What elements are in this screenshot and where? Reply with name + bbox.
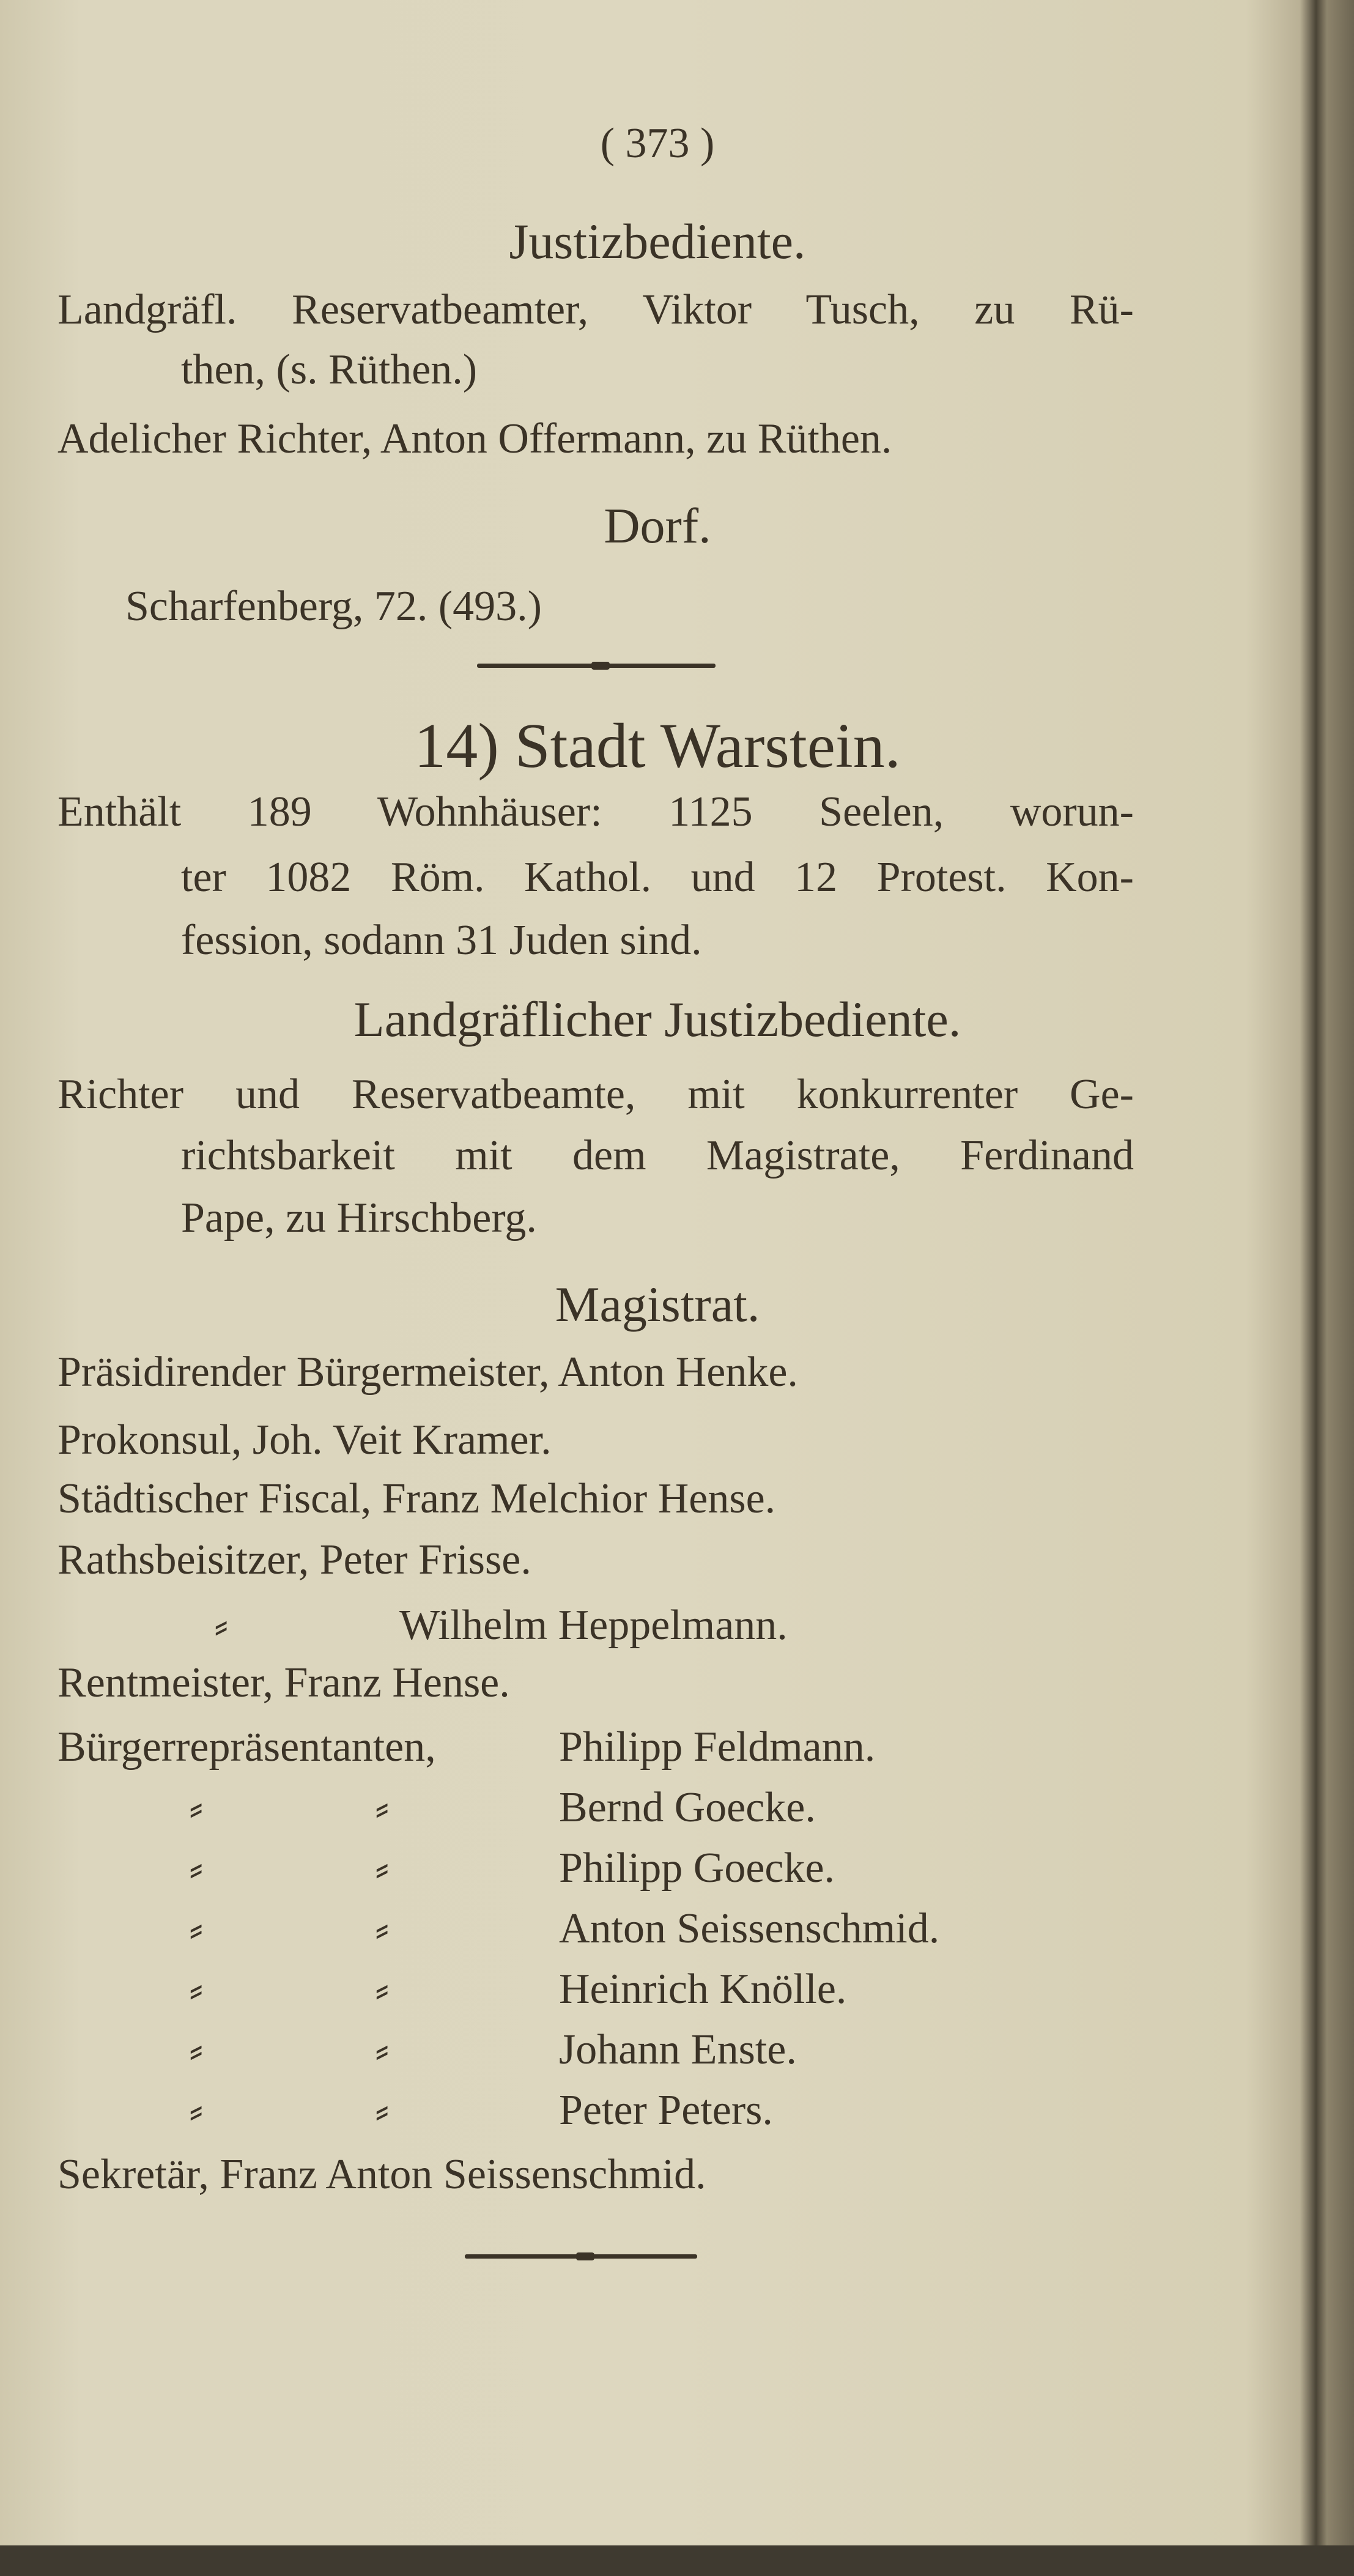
ditto-mark: ⸗: [375, 1905, 390, 1952]
representative-name: Anton Seissenschmid.: [559, 1905, 940, 1952]
ditto-mark: ⸗: [375, 2026, 390, 2073]
ditto-mark: ⸗: [189, 2026, 204, 2073]
representative-name: Johann Enste.: [559, 2026, 797, 2073]
text-line: Richter und Reservatbeamte, mit konkurrenter Ge-: [57, 1071, 1134, 1118]
text-line: then, (s. Rüthen.): [181, 346, 478, 393]
text-line: Präsidirender Bürgermeister, Anton Henke.: [57, 1349, 798, 1396]
representative-name: Philipp Feldmann.: [559, 1723, 876, 1771]
ditto-mark: ⸗: [375, 1845, 390, 1892]
text-line: Sekretär, Franz Anton Seissenschmid.: [57, 2151, 706, 2198]
ditto-mark: ⸗: [189, 1784, 204, 1831]
page-number: ( 373 ): [600, 120, 715, 167]
text-line: richtsbarkeit mit dem Magistrate, Ferdinand: [181, 1132, 1134, 1179]
ditto-mark: ⸗: [375, 1784, 390, 1831]
section-heading-dorf: Dorf.: [604, 498, 711, 553]
ditto-mark: ⸗: [375, 1966, 390, 2013]
representative-name: Heinrich Knölle.: [559, 1966, 847, 2013]
text-line: Bürgerrepräsentanten,: [57, 1723, 436, 1771]
town-title: 14) Stadt Warstein.: [414, 711, 901, 781]
text-line: Rathsbeisitzer, Peter Frisse.: [57, 1536, 531, 1583]
section-heading-landgraeflicher: Landgräflicher Justizbediente.: [353, 991, 961, 1047]
section-heading-magistrat: Magistrat.: [555, 1276, 760, 1332]
text-line: Rentmeister, Franz Hense.: [57, 1659, 510, 1706]
book-edge: [0, 2545, 1354, 2576]
text-line: fession, sodann 31 Juden sind.: [181, 917, 702, 964]
ditto-mark: ⸗: [189, 1966, 204, 2013]
representative-name: Philipp Goecke.: [559, 1845, 835, 1892]
ditto-mark: ⸗: [214, 1602, 229, 1649]
text-line: Prokonsul, Joh. Veit Kramer.: [57, 1416, 552, 1464]
text-line: Landgräfl. Reservatbeamter, Viktor Tusch, zu Rü-: [57, 286, 1134, 333]
ditto-mark: ⸗: [189, 2087, 204, 2134]
text-line: Enthält 189 Wohnhäuser: 1125 Seelen, worun-: [57, 788, 1134, 835]
text-line: Adelicher Richter, Anton Offermann, zu Rüthen.: [57, 415, 892, 462]
text-line: ter 1082 Röm. Kathol. und 12 Protest. Kon-: [181, 854, 1134, 901]
text-line: Scharfenberg, 72. (493.): [125, 583, 542, 630]
section-heading-justizbediente: Justizbediente.: [509, 213, 806, 269]
divider-rule: [477, 664, 716, 668]
ditto-mark: ⸗: [189, 1905, 204, 1952]
text-line: Pape, zu Hirschberg.: [181, 1194, 537, 1242]
text-line: Wilhelm Heppelmann.: [399, 1602, 788, 1649]
ditto-mark: ⸗: [375, 2087, 390, 2134]
representative-name: Bernd Goecke.: [559, 1784, 816, 1831]
divider-rule: [465, 2254, 697, 2259]
representative-name: Peter Peters.: [559, 2087, 773, 2134]
ditto-mark: ⸗: [189, 1845, 204, 1892]
text-line: Städtischer Fiscal, Franz Melchior Hense.: [57, 1475, 776, 1522]
